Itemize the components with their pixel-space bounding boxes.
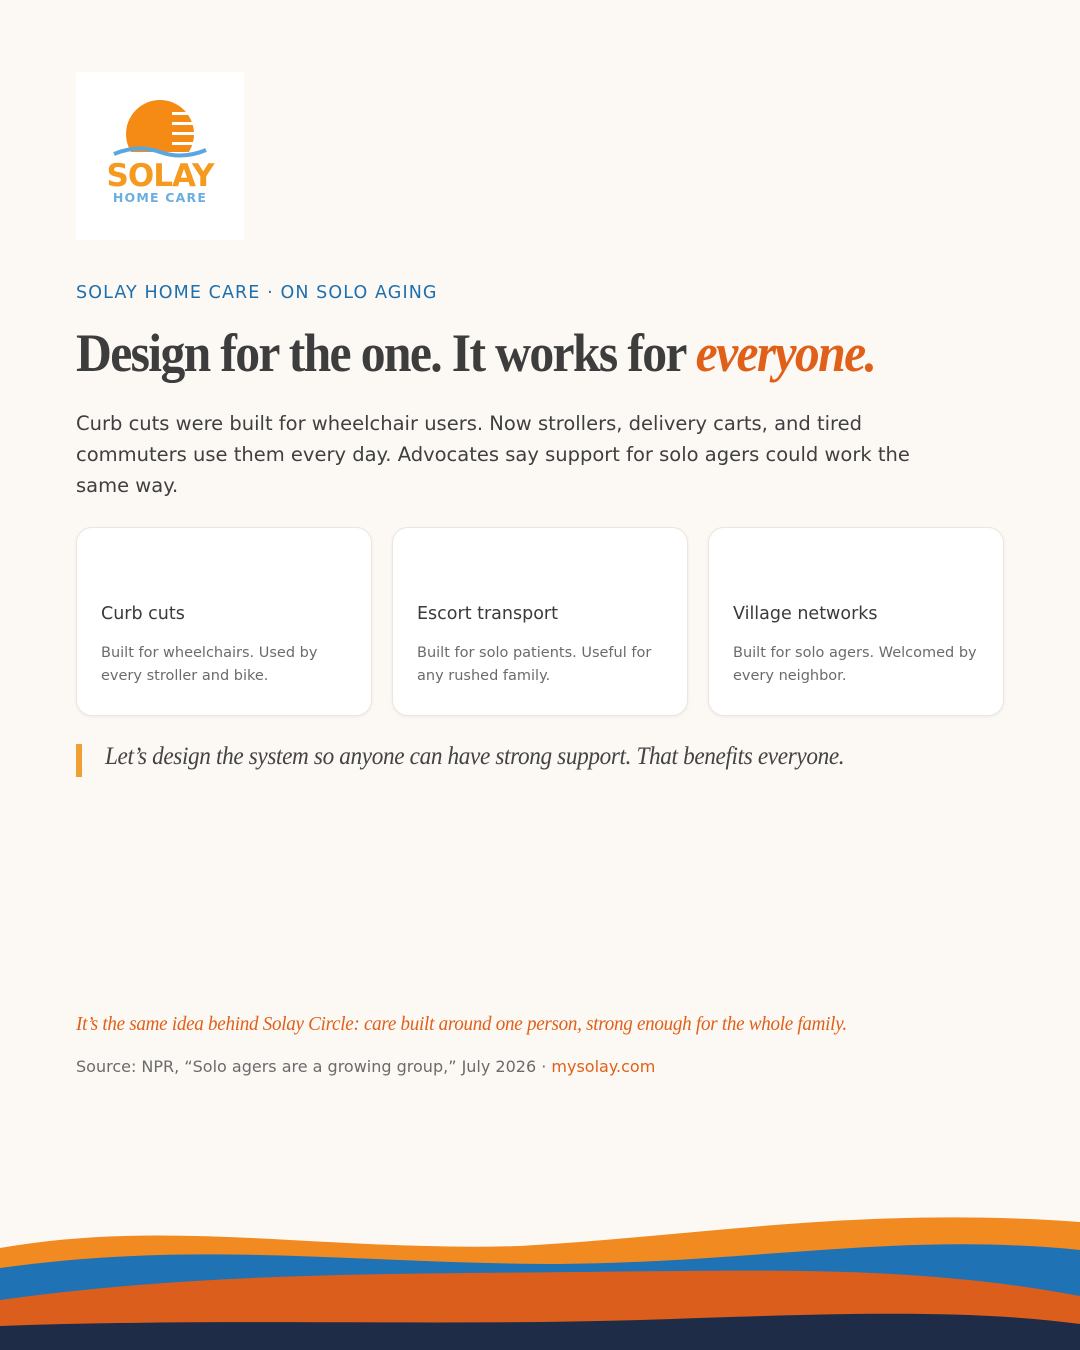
quote-accent-bar bbox=[76, 744, 82, 777]
source-line bbox=[76, 1057, 655, 1076]
card-village-networks bbox=[708, 527, 1004, 716]
source-text: Source: NPR, “Solo agers are a growing group,” July 2026 · bbox=[76, 1057, 552, 1076]
intro-paragraph: Curb cuts were built for wheelchair users. Now strollers, delivery carts, and tired commuters use them every day. Advocates say support for solo agers could work the same way. bbox=[76, 412, 910, 497]
page-title bbox=[76, 322, 875, 384]
website-link[interactable]: mysolay.com bbox=[551, 1057, 656, 1076]
card-title: Village networks bbox=[733, 604, 878, 624]
pull-quote: Let’s design the system so anyone can have strong support. That benefits everyone. bbox=[105, 743, 845, 770]
sun-icon bbox=[76, 72, 244, 240]
card-escort-transport bbox=[392, 527, 688, 716]
closing-statement: It’s the same idea behind Solay Circle: care built around one person, strong enough for the whole family. bbox=[76, 1013, 847, 1035]
wave-decoration bbox=[0, 1200, 1080, 1350]
headline-accent: everyone. bbox=[695, 323, 876, 383]
logo-wordmark: SOLAY bbox=[106, 158, 214, 194]
card-title: Curb cuts bbox=[101, 604, 185, 624]
card-body: Built for solo agers. Welcomed by every neighbor. bbox=[733, 645, 977, 684]
headline-main: Design for the one. It works for bbox=[76, 323, 696, 383]
logo-tagline: HOME CARE bbox=[112, 190, 208, 205]
eyebrow-label: SOLAY HOME CARE · ON SOLO AGING bbox=[76, 283, 438, 303]
solay-logo bbox=[76, 72, 244, 240]
card-body: Built for solo patients. Useful for any rushed family. bbox=[417, 645, 652, 684]
card-curb-cuts bbox=[76, 527, 372, 716]
card-body: Built for wheelchairs. Used by every stroller and bike. bbox=[101, 645, 318, 684]
card-title: Escort transport bbox=[417, 604, 558, 624]
